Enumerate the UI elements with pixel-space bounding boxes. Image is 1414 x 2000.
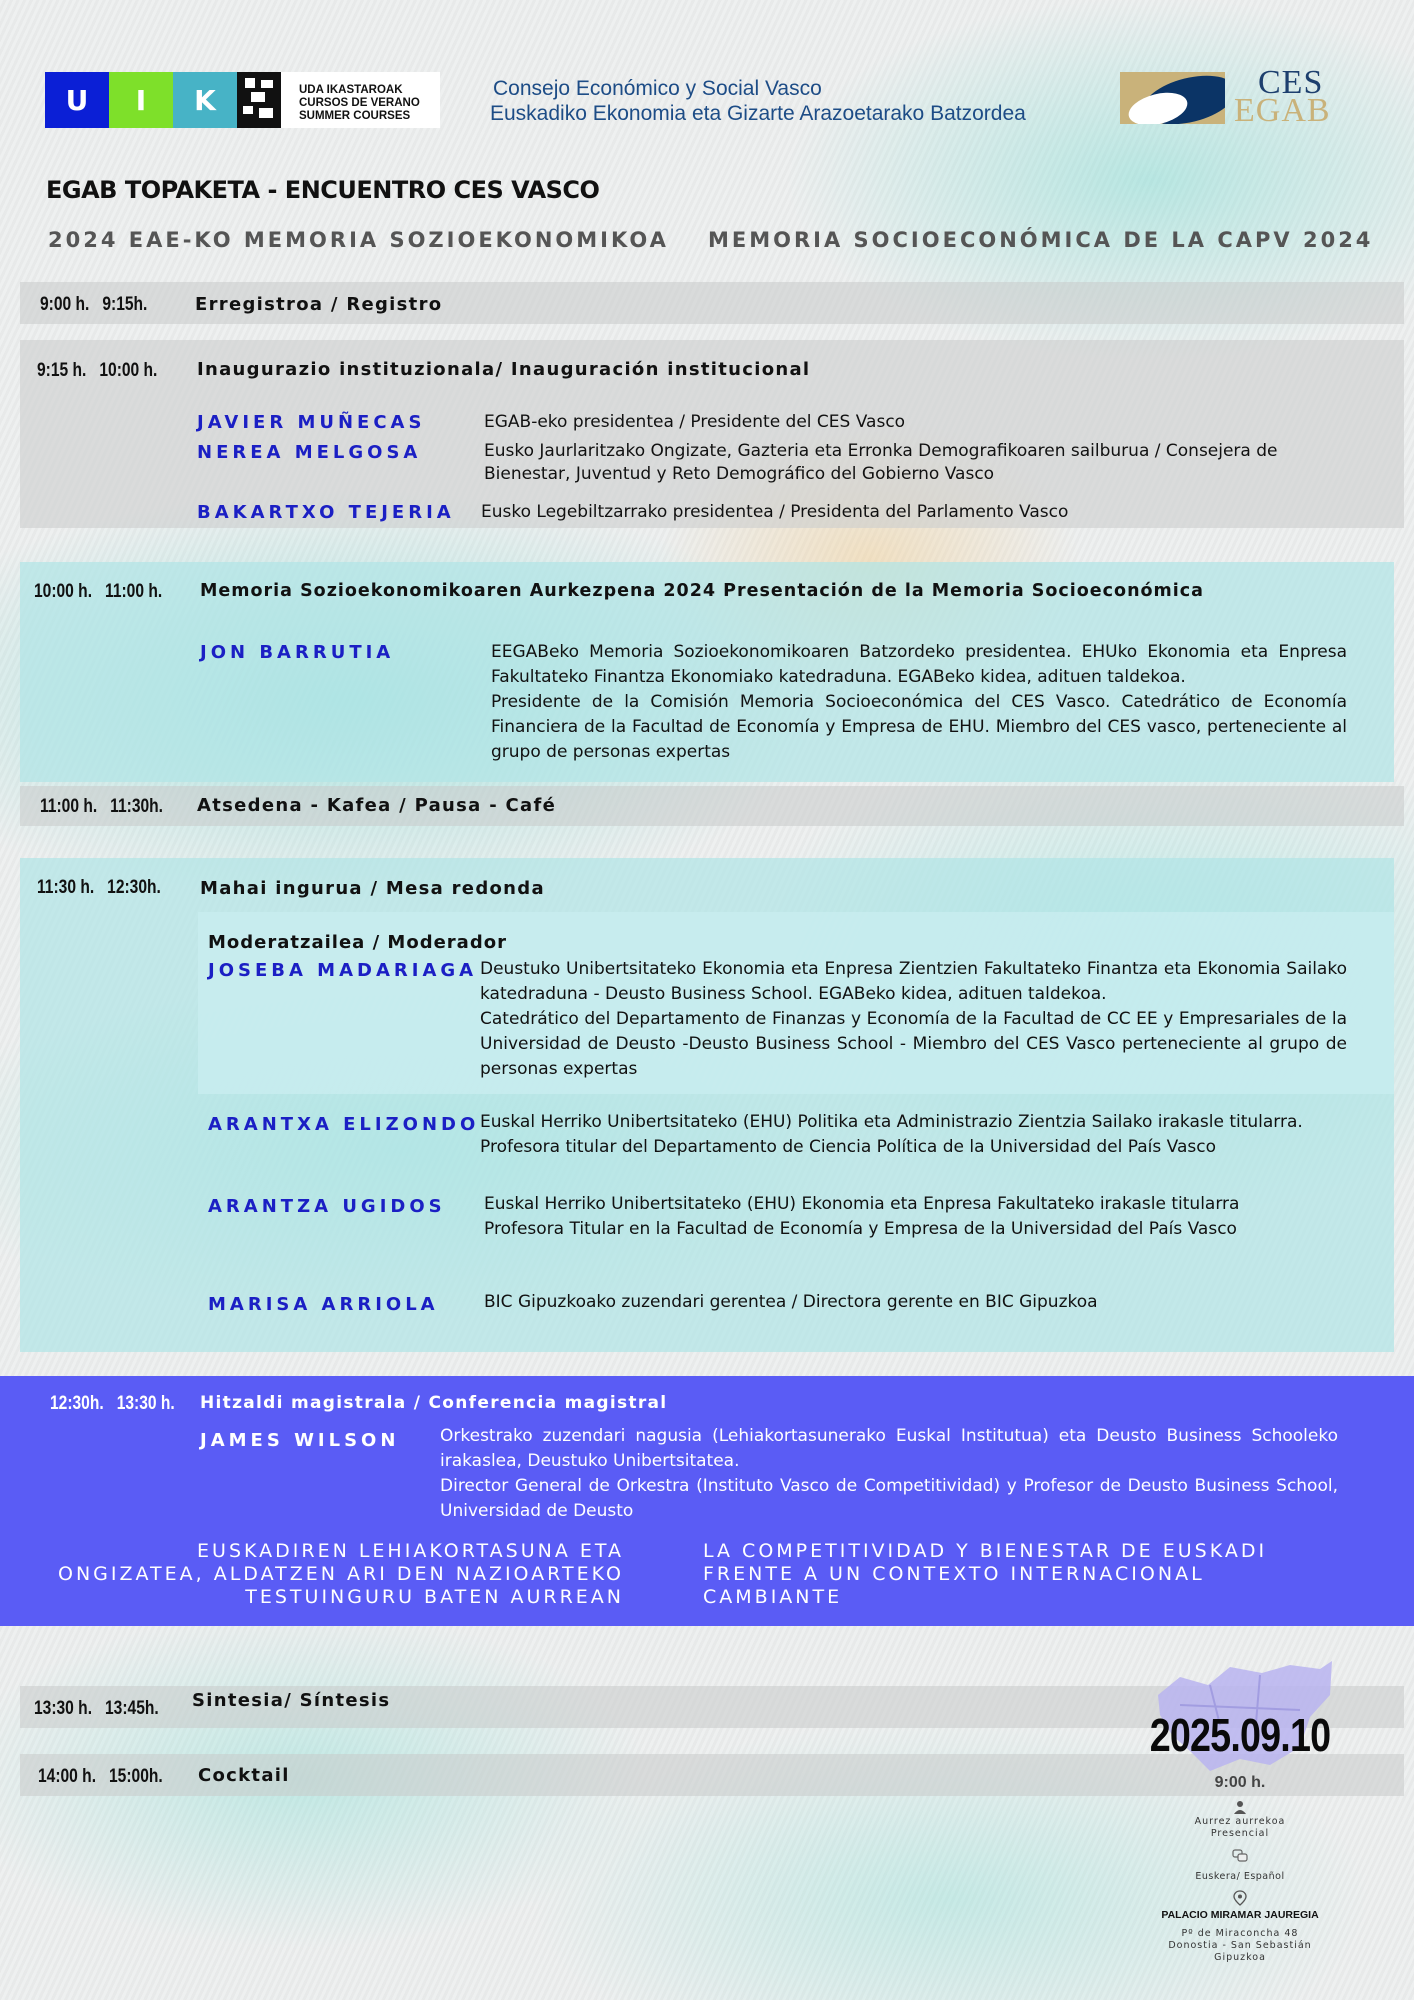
speaker-desc: Eusko Legebiltzarrako presidentea / Presidenta del Parlamento Vasco <box>481 502 1069 522</box>
registro-time: 9:00 h. 9:15h. <box>40 294 148 315</box>
panelist-name: ARANTXA ELIZONDO <box>208 1114 480 1135</box>
venue-name: PALACIO MIRAMAR JAUREGIA <box>1161 1909 1319 1921</box>
speaker-desc: EGAB-eko presidentea / Presidente del CES Vasco <box>484 412 906 432</box>
moderator-label: Moderatzailea / Moderador <box>208 932 507 953</box>
panelist-desc-es: Profesora Titular en la Facultad de Economía y Empresa de la Universidad del País Vasco <box>484 1219 1237 1239</box>
attendance-mode: Aurrez aurrekoa Presencial <box>1194 1816 1286 1839</box>
speaker-desc <box>491 640 1347 765</box>
moderator-desc <box>480 957 1347 1082</box>
council-name-es: Consejo Económico y Social Vasco <box>493 77 822 100</box>
moderator-name: JOSEBA MADARIAGA <box>208 960 478 981</box>
panelist-desc: BIC Gipuzkoako zuzendari gerentea / Directora gerente en BIC Gipuzkoa <box>484 1292 1098 1312</box>
panelist-desc-eu: Euskal Herriko Unibertsitateko (EHU) Ekonomia eta Enpresa Fakultateko irakasle titularra <box>484 1194 1240 1214</box>
location-pin-icon <box>1233 1890 1247 1906</box>
inauguracion-title: Inaugurazio instituzionala/ Inauguración institucional <box>197 359 811 380</box>
event-title: EGAB TOPAKETA - ENCUENTRO CES VASCO <box>46 176 600 204</box>
uik-words <box>281 72 420 128</box>
egab-logo-text: EGAB <box>1234 92 1331 129</box>
presentacion-time: 10:00 h. 11:00 h. <box>34 581 163 602</box>
panelist-name: ARANTZA UGIDOS <box>208 1196 446 1217</box>
speaker-desc <box>440 1424 1338 1524</box>
council-name-eu: Euskadiko Ekonomia eta Gizarte Arazoetarako Batzordea <box>490 102 1026 125</box>
pausa-time: 11:00 h. 11:30h. <box>40 796 163 817</box>
venue-address: Pº de Miraconcha 48 Donostia - San Sebastián Gipuzkoa <box>1168 1928 1312 1963</box>
speaker-name: BAKARTXO TEJERIA <box>197 502 455 523</box>
uik-word-eu: UDA IKASTAROAK <box>299 84 403 96</box>
speaker-name: NEREA MELGOSA <box>197 442 422 463</box>
speaker-desc-es: Presidente de la Comisión Memoria Socioeconómica del CES Vasco. Catedrático de Economía Financiera de la Facultad de Economía y Empresa de EHU. Miembro del CES vasco, perteneciente al grupo de personas expertas <box>491 692 1347 762</box>
panelist-desc-es: Profesora titular del Departamento de Ciencia Política de la Universidad del País Vasco <box>480 1137 1216 1157</box>
cocktail-time: 14:00 h. 15:00h. <box>38 1766 163 1787</box>
slogan-es: LA COMPETITIVIDAD Y BIENESTAR DE EUSKADI FRENTE A UN CONTEXTO INTERNACIONAL CAMBIANTE <box>703 1540 1268 1608</box>
ces-logo-icon <box>1120 72 1225 124</box>
pausa-title: Atsedena - Kafea / Pausa - Café <box>197 795 557 816</box>
sintesis-time: 13:30 h. 13:45h. <box>34 1698 159 1719</box>
panelist-desc <box>480 1110 1347 1160</box>
speaker-desc: Eusko Jaurlaritzako Ongizate, Gazteria eta Erronka Demografikoaren sailburua / Consejera de Bienestar, Juventud y Reto Demográfico del Gobierno Vasco <box>484 441 1278 484</box>
council-name <box>490 76 1026 126</box>
sintesis-title: Sintesia/ Síntesis <box>192 1690 391 1711</box>
uik-letter-u: U <box>45 72 109 128</box>
memoria-title-es: MEMORIA SOCIOECONÓMICA DE LA CAPV 2024 <box>708 228 1374 252</box>
ces-logo-text: CES <box>1258 64 1324 101</box>
cocktail-title: Cocktail <box>198 1765 290 1786</box>
moderator-desc-eu: Deustuko Unibertsitateko Ekonomia eta Enpresa Zientzien Fakultateko Finantza eta Ekonomia Sailako katedraduna - Deusto Business School. EGABeko kidea, adituen taldekoa. <box>480 959 1347 1004</box>
conferencia-time: 12:30h. 13:30 h. <box>50 1393 175 1414</box>
inauguracion-time: 9:15 h. 10:00 h. <box>37 360 158 381</box>
mesa-time: 11:30 h. 12:30h. <box>37 877 161 898</box>
conferencia-title: Hitzaldi magistrala / Conferencia magistral <box>200 1393 668 1413</box>
moderator-desc-es: Catedrático del Departamento de Finanzas y Economía de la Facultad de CC EE y Empresariales de la Universidad de Deusto -Deusto Business School - Miembro del CES Vasco perteneciente al grupo de personas expertas <box>480 1009 1347 1079</box>
panelist-name: MARISA ARRIOLA <box>208 1294 439 1315</box>
uik-letter-k: K <box>173 72 237 128</box>
uik-letter-i: I <box>109 72 173 128</box>
uik-logo <box>45 72 440 128</box>
event-language: Euskera/ Español <box>1195 1871 1285 1882</box>
speaker-desc-es: Director General de Orkestra (Instituto Vasco de Competitividad) y Profesor de Deusto Business School, Universidad de Deusto <box>440 1476 1338 1521</box>
presentacion-title: Memoria Sozioekonomikoaren Aurkezpena 2024 Presentación de la Memoria Socioeconómica <box>200 581 1204 601</box>
speaker-name: JON BARRUTIA <box>200 642 395 663</box>
speaker-desc-eu: EEGABeko Memoria Sozioekonomikoaren Batzordeko presidentea. EHUko Ekonomia eta Enpresa Fakultateko Finantza Ekonomiako katedraduna. EGABeko kidea, adituen taldekoa. <box>491 642 1347 687</box>
uik-word-en: SUMMER COURSES <box>299 110 411 122</box>
memoria-title-eu: 2024 EAE-KO MEMORIA SOZIOEKONOMIKOA <box>48 228 669 252</box>
speaker-desc-eu: Orkestrako zuzendari nagusia (Lehiakortasunerako Euskal Institutua) eta Deusto Business Schooleko irakaslea, Deustuko Unibertsitatea. <box>440 1426 1338 1471</box>
ehu-logo-icon <box>237 72 281 128</box>
panelist-desc-eu: Euskal Herriko Unibertsitateko (EHU) Politika eta Administrazio Zientzia Sailako irakasle titularra. <box>480 1112 1303 1132</box>
mesa-title: Mahai ingurua / Mesa redonda <box>200 878 545 899</box>
person-icon <box>1233 1800 1247 1814</box>
panelist-desc <box>484 1192 1351 1242</box>
slogan-eu: EUSKADIREN LEHIAKORTASUNA ETA ONGIZATEA, ALDATZEN ARI DEN NAZIOARTEKO TESTUINGURU BATEN AURREAN <box>58 1540 624 1608</box>
speaker-name: JAMES WILSON <box>200 1430 400 1451</box>
event-start-time: 9:00 h. <box>1214 1774 1266 1791</box>
event-date: 2025.09.10 <box>1149 1709 1331 1761</box>
uik-word-es: CURSOS DE VERANO <box>299 97 420 109</box>
speaker-name: JAVIER MUÑECAS <box>197 412 426 433</box>
registro-title: Erregistroa / Registro <box>195 294 443 315</box>
chat-language-icon <box>1232 1849 1248 1863</box>
ces-egab-logo <box>1120 64 1331 129</box>
